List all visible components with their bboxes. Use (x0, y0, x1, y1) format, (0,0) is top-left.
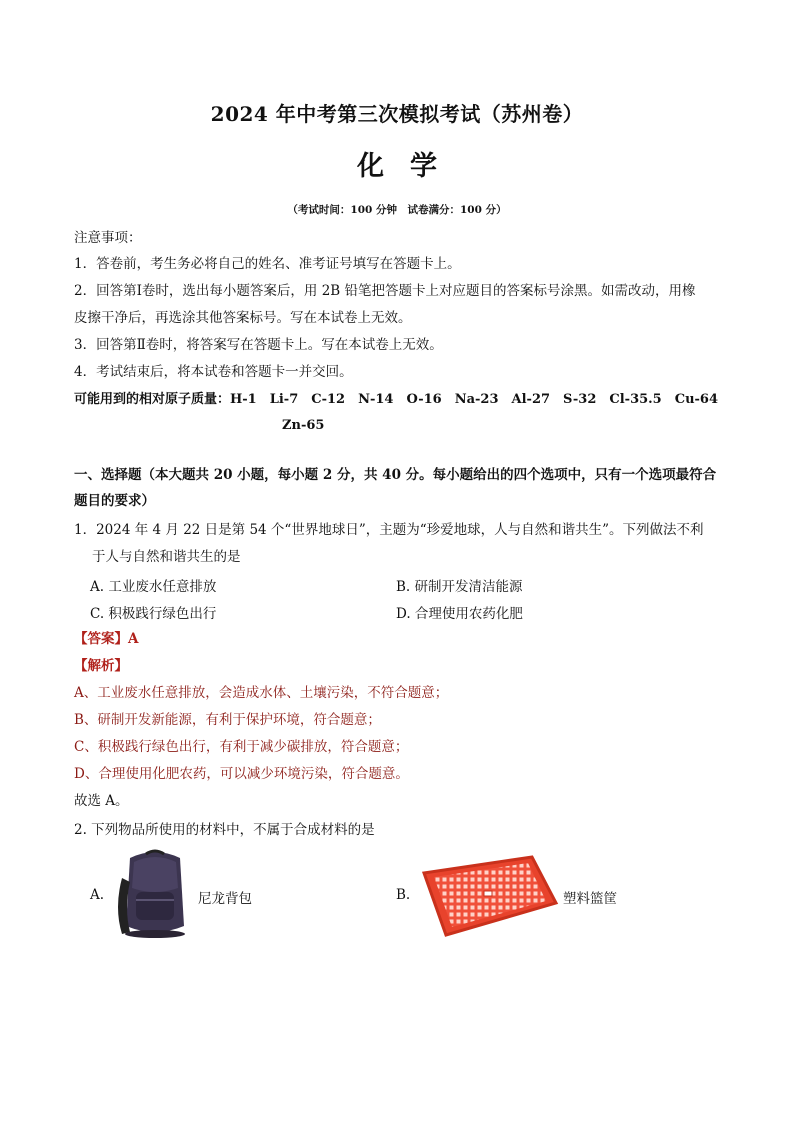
q1-analysis-a: A、工业废水任意排放，会造成水体、土壤污染，不符合题意； (74, 685, 449, 701)
q1-analysis-d: D、合理使用化肥农药，可以减少环境污染，符合题意。 (74, 766, 409, 782)
subject-title: 化学 (357, 151, 463, 182)
q1-option-d: D. 合理使用农药化肥 (396, 606, 523, 622)
q1-option-b: B. 研制开发清洁能源 (396, 579, 523, 595)
q2-option-b-text: 塑料篮筐 (563, 891, 617, 907)
nylon-backpack-image (112, 848, 198, 940)
note-item-2: 2．回答第Ⅰ卷时，选出每小题答案后，用 2B 铅笔把答题卡上对应题目的答案标号涂黑。如需改动，用橡 (74, 283, 696, 299)
atomic-mass-line: 可能用到的相对原子质量：H-1 Li-7 C-12 N-14 O-16 Na-23 Al-27 S-32 Cl-35.5 Cu-64 (74, 392, 719, 407)
q2-option-b-letter: B. (396, 887, 411, 903)
q1-stem-cont: 于人与自然和谐共生的是 (92, 549, 241, 565)
q1-analysis-label: 【解析】 (74, 658, 128, 674)
q1-analysis-b: B、研制开发新能源，有利于保护环境，符合题意； (74, 712, 381, 728)
q1-answer: 【答案】A (74, 631, 139, 647)
notes-heading: 注意事项： (74, 230, 142, 246)
q2-option-a-text: 尼龙背包 (198, 891, 252, 907)
note-item-3: 3．回答第Ⅱ卷时，将答案写在答题卡上。写在本试卷上无效。 (74, 337, 443, 353)
atomic-mass-line-cont: Zn-65 (282, 418, 325, 433)
plastic-basket-image (420, 855, 560, 941)
q2-option-a-letter: A. (90, 887, 105, 903)
section-heading-cont: 题目的要求） (74, 493, 155, 509)
q1-analysis-c: C、积极践行绿色出行，有利于减少碳排放，符合题意； (74, 739, 409, 755)
q1-option-c: C. 积极践行绿色出行 (90, 606, 217, 622)
q2-stem: 2. 下列物品所使用的材料中，不属于合成材料的是 (74, 822, 375, 838)
exam-info: （考试时间：100 分钟 试卷满分：100 分） (287, 204, 507, 216)
section-heading: 一、选择题（本大题共 20 小题，每小题 2 分，共 40 分。每小题给出的四个选项中，只有一个选项最符合 (74, 467, 717, 483)
note-item-1: 1．答卷前，考生务必将自己的姓名、准考证号填写在答题卡上。 (74, 256, 461, 272)
q1-stem: 1．2024 年 4 月 22 日是第 54 个“世界地球日”，主题为“珍爱地球，人与自然和谐共生”。下列做法不利 (74, 522, 704, 538)
q1-option-a: A. 工业废水任意排放 (90, 579, 217, 595)
exam-title: 2024 年中考第三次模拟考试（苏州卷） (210, 102, 584, 126)
note-item-2-cont: 皮擦干净后，再选涂其他答案标号。写在本试卷上无效。 (74, 310, 412, 326)
note-item-4: 4．考试结束后，将本试卷和答题卡一并交回。 (74, 364, 353, 380)
q1-conclusion: 故选 A。 (74, 793, 129, 809)
